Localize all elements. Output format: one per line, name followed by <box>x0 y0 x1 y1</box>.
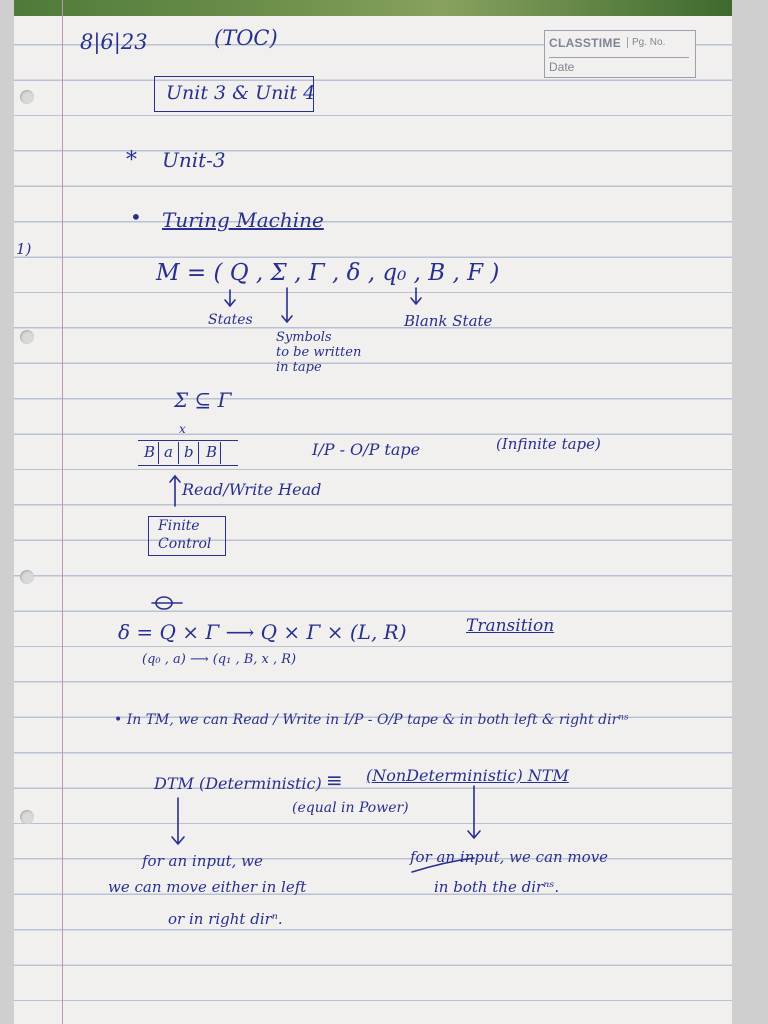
stamp-date: Date <box>549 57 689 74</box>
stamp-page-number: Pg. No. <box>627 37 665 48</box>
ntm-note-1: for an input, we can move <box>410 848 609 866</box>
stamp-brand: CLASSTIME <box>549 36 622 50</box>
units-title: Unit 3 & Unit 4 <box>166 82 316 104</box>
tape-label: I/P - O/P tape <box>312 440 421 459</box>
ntm-note-2: in both the dirⁿˢ. <box>434 878 560 896</box>
label-symbols-2: to be written <box>276 345 362 360</box>
margin-number: 1) <box>16 240 32 258</box>
dtm-note-2: we can move either in left <box>108 878 307 896</box>
dtm-label: DTM (Deterministic) <box>154 774 322 793</box>
tape-cell-2: a <box>164 443 173 461</box>
sigma-subset: Σ ⊆ Γ <box>174 388 232 412</box>
label-symbols-3: in tape <box>276 360 322 375</box>
equivalence-symbol: ≡ <box>326 768 343 792</box>
dtm-note-1: for an input, we <box>142 852 263 870</box>
finite-control-2: Control <box>158 536 212 552</box>
unit-heading: Unit-3 <box>162 148 226 172</box>
tape-note: (Infinite tape) <box>496 435 601 453</box>
label-symbols-1: Symbols <box>276 330 332 345</box>
tape-cell-3: b <box>184 443 194 461</box>
notebook-page <box>14 0 732 1024</box>
tape-cell-1: B <box>144 443 156 461</box>
tuple-definition: M = ( Q , Σ , Γ , δ , q₀ , B , F ) <box>156 260 500 286</box>
tape-cell-4: B <box>206 443 218 461</box>
transition-label: Transition <box>466 616 555 636</box>
label-states: States <box>208 312 253 328</box>
bullet-dot: • <box>130 205 142 229</box>
tm-read-write-note: • In TM, we can Read / Write in I/P - O/P tape & in both left & right dirⁿˢ <box>114 712 629 728</box>
subject-title: (TOC) <box>214 26 278 50</box>
head-marker: x <box>179 422 186 436</box>
ink-arrows <box>14 0 732 1024</box>
dtm-note-3: or in right dirⁿ. <box>168 910 283 928</box>
transition-example: (q₀ , a) ⟶ (q₁ , B, x , R) <box>142 652 297 667</box>
finite-control-1: Finite <box>158 518 200 534</box>
label-blank: Blank State <box>404 312 493 330</box>
topic-title: Turing Machine <box>162 208 324 232</box>
transition-function: δ = Q × Γ ⟶ Q × Γ × (L, R) <box>118 620 407 644</box>
ntm-label: (NonDeterministic) NTM <box>366 766 569 785</box>
rw-head-label: Read/Write Head <box>182 480 322 499</box>
equal-power-note: (equal in Power) <box>292 800 409 816</box>
note-date: 8|6|23 <box>80 30 148 54</box>
asterisk-bullet: * <box>126 148 137 173</box>
